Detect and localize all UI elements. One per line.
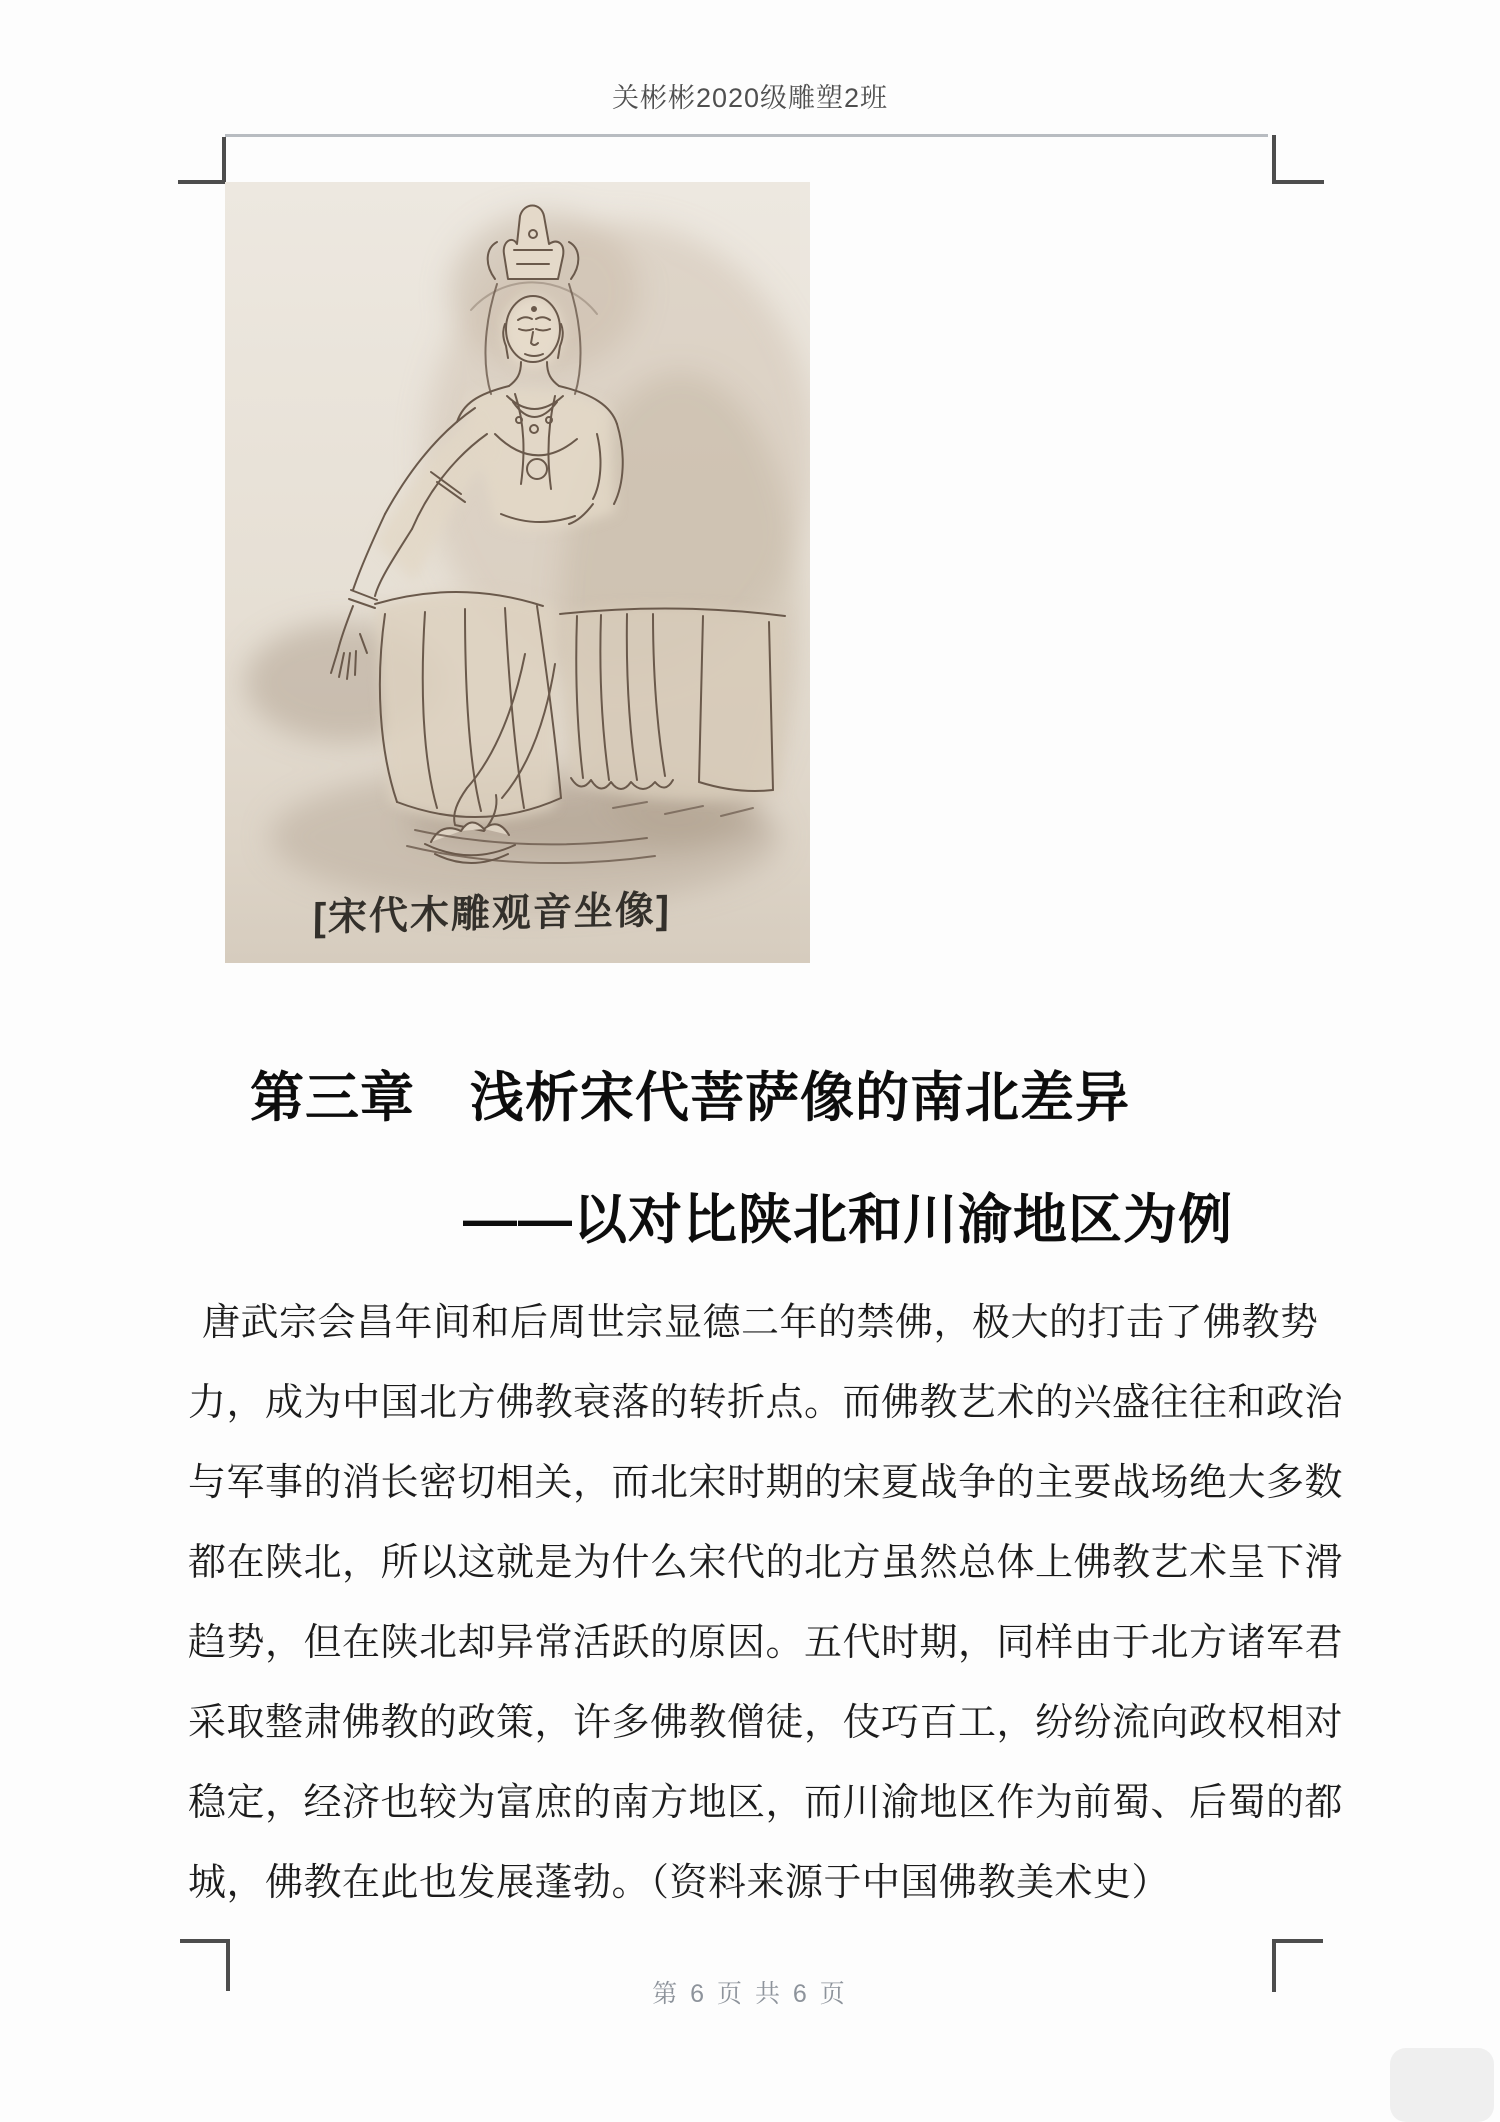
body-paragraph [188, 1283, 1344, 1923]
body-line: 都在陕北，所以这就是为什么宋代的北方虽然总体上佛教艺术呈下滑 [188, 1542, 1344, 1584]
crop-mark-top-left [178, 137, 226, 184]
header-rule-line [225, 134, 1268, 137]
body-line: 唐武宗会昌年间和后周世宗显德二年的禁佛，极大的打击了佛教势 [202, 1302, 1319, 1344]
chapter-subtitle: ——以对比陕北和川渝地区为例 [463, 1190, 1233, 1250]
body-line: 稳定，经济也较为富庶的南方地区，而川渝地区作为前蜀、后蜀的都 [188, 1782, 1344, 1824]
statue-sketch [225, 182, 810, 963]
chapter-title: 第三章 浅析宋代菩萨像的南北差异 [250, 1068, 1130, 1128]
body-line: 城，佛教在此也发展蓬勃。（资料来源于中国佛教美术史） [188, 1862, 1171, 1904]
crop-mark-top-right [1272, 135, 1324, 184]
body-line: 与军事的消长密切相关，而北宋时期的宋夏战争的主要战场绝大多数 [188, 1462, 1344, 1504]
figure-caption: [宋代木雕观音坐像] [312, 888, 672, 940]
body-line: 趋势，但在陕北却异常活跃的原因。五代时期，同样由于北方诸军君 [188, 1622, 1344, 1664]
screenshot-corner-artifact [1390, 2048, 1494, 2122]
statue-figure-image [225, 182, 810, 963]
page-header-text: 关彬彬2020级雕塑2班 [611, 83, 889, 113]
page-number-footer: 第 6 页 共 6 页 [652, 1980, 848, 2008]
body-line: 力，成为中国北方佛教衰落的转折点。而佛教艺术的兴盛往往和政治 [188, 1382, 1344, 1424]
body-line: 采取整肃佛教的政策，许多佛教僧徒，伎巧百工，纷纷流向政权相对 [188, 1702, 1344, 1744]
